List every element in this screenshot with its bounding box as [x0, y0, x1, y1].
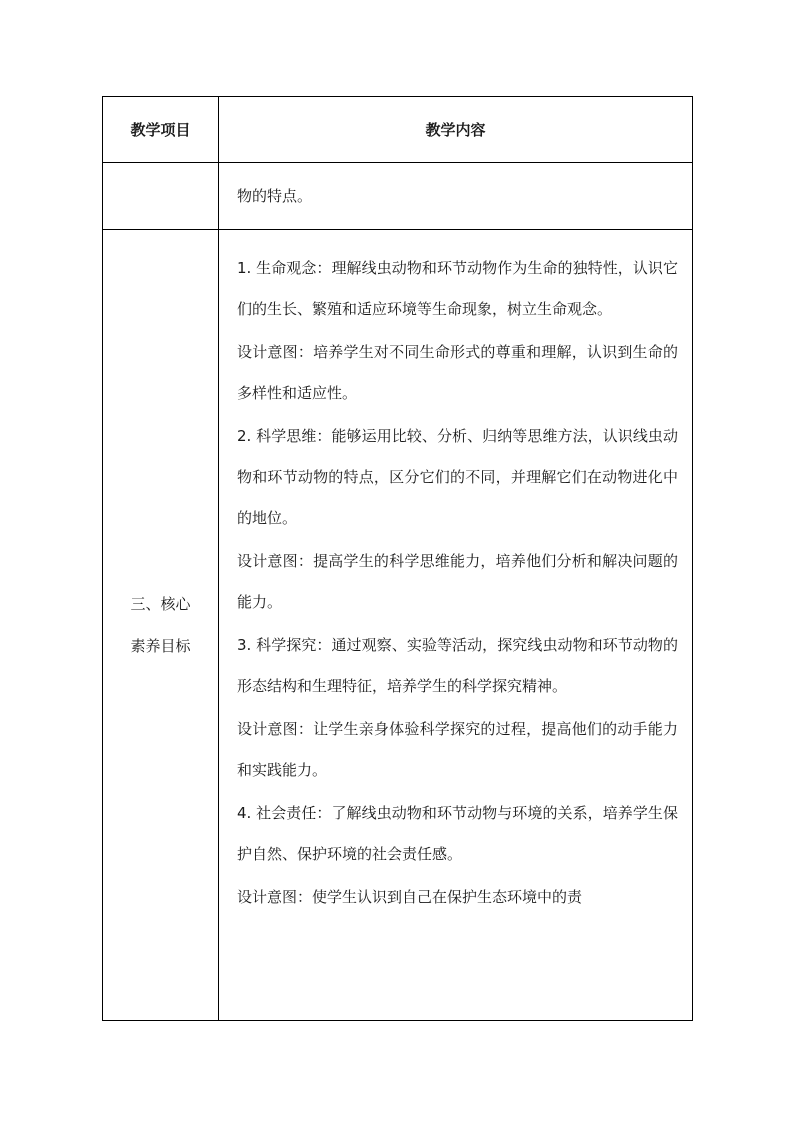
table-header-row — [103, 97, 693, 163]
header-teaching-item: 教学项目 — [103, 97, 219, 163]
paragraph-scientific-inquiry: 3. 科学探究：通过观察、实验等活动，探究线虫动物和环节动物的形态结构和生理特征，培养学生的科学探究精神。 — [237, 636, 678, 695]
paragraph-design-intent-2: 设计意图：提高学生的科学思维能力，培养他们分析和解决问题的能力。 — [237, 552, 678, 611]
paragraph-design-intent-3: 设计意图：让学生亲身体验科学探究的过程，提高他们的动手能力和实践能力。 — [237, 720, 678, 779]
lesson-plan-table — [102, 96, 693, 1021]
item-label-line-1: 三、核心 — [130, 595, 191, 613]
item-label-line-2: 素养目标 — [130, 637, 191, 655]
continuation-item-cell — [103, 163, 219, 230]
table-row-core-literacy — [103, 230, 693, 1021]
continuation-content-cell — [219, 163, 693, 230]
paragraph-scientific-thinking: 2. 科学思维：能够运用比较、分析、归纳等思维方法，认识线虫动物和环节动物的特点，区分它们的不同，并理解它们在动物进化中的地位。 — [237, 427, 678, 527]
header-teaching-content: 教学内容 — [219, 97, 693, 163]
paragraph-design-intent-4: 设计意图：使学生认识到自己在保护生态环境中的责 — [237, 888, 583, 906]
paragraph-social-responsibility: 4. 社会责任：了解线虫动物和环节动物与环境的关系，培养学生保护自然、保护环境的社会责任感。 — [237, 804, 678, 863]
core-literacy-content-cell — [219, 230, 693, 1021]
continuation-text: 物的特点。 — [237, 187, 313, 205]
table-row-continuation — [103, 163, 693, 230]
core-literacy-item-cell — [103, 230, 219, 1021]
paragraph-design-intent-1: 设计意图：培养学生对不同生命形式的尊重和理解，认识到生命的多样性和适应性。 — [237, 343, 678, 402]
paragraph-life-concept: 1. 生命观念：理解线虫动物和环节动物作为生命的独特性，认识它们的生长、繁殖和适应环境等生命现象，树立生命观念。 — [237, 259, 678, 318]
